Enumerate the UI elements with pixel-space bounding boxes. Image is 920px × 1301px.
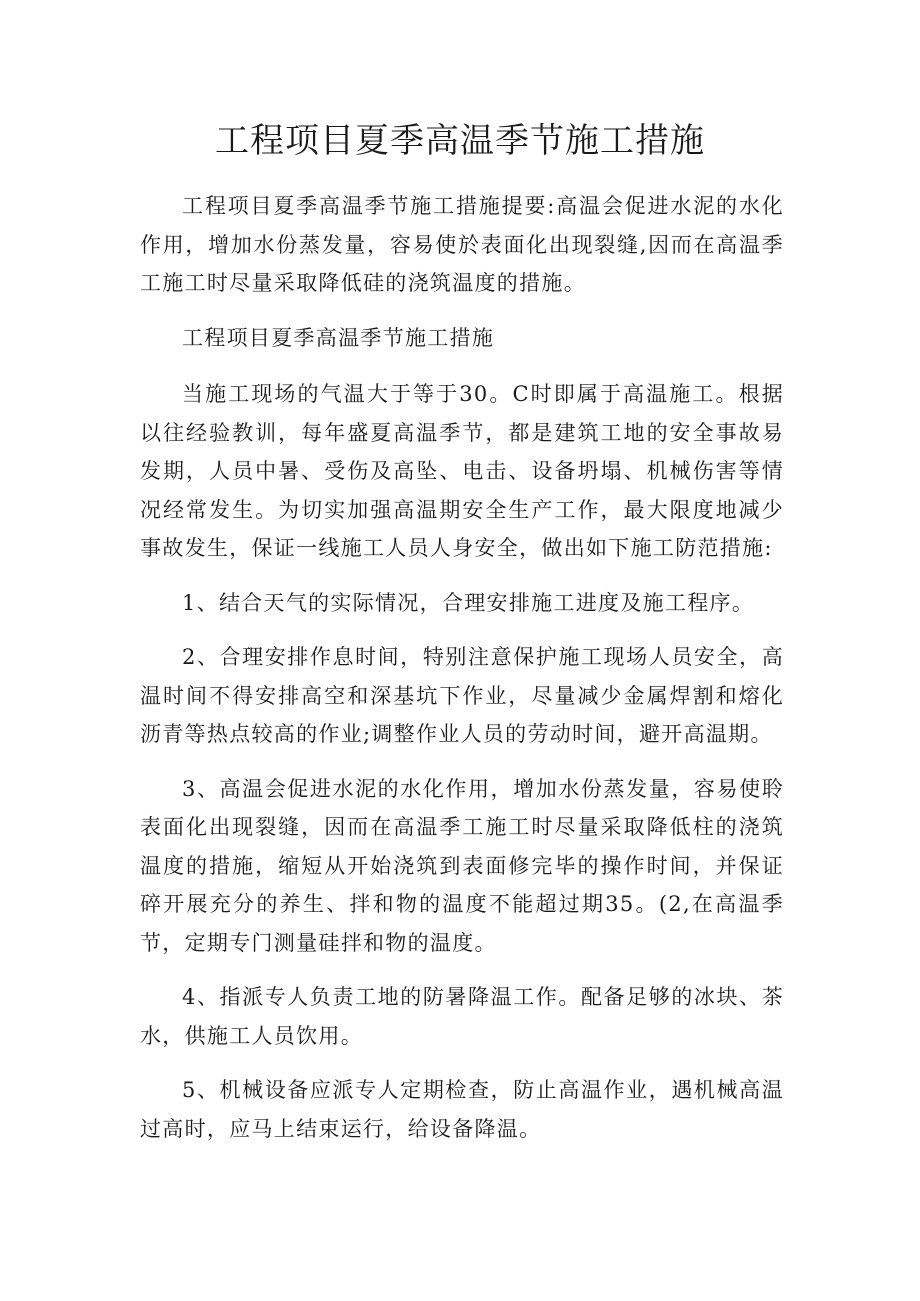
measure-item-1: 1、结合天气的实际情况，合理安排施工进度及施工程序。 bbox=[182, 590, 755, 615]
document-body bbox=[140, 187, 784, 1164]
measure-item-5: 5、机械设备应派专人定期检查，防止高温作业，遇机械高温过高时，应马上结束运行，给设备降温。 bbox=[140, 1078, 784, 1141]
document-title: 工程项目夏季高温季节施工措施 bbox=[215, 121, 705, 161]
measure-item-3: 3、高温会促进水泥的水化作用，增加水份蒸发量，容易使聆表面化出现裂缝，因而在高温季工施工时尽量采取降低柱的浇筑温度的措施，缩短从开始浇筑到表面修完毕的操作时间，并保证碎开展充分的养生、拌和物的温度不能超过期35。(2,在高温季节，定期专门测量硅拌和物的温度。 bbox=[140, 776, 784, 955]
intro-paragraph: 当施工现场的气温大于等于30。C时即属于高温施工。根据以往经验教训，每年盛夏高温季节，都是建筑工地的安全事故易发期，人员中暑、受伤及高坠、电击、设备坍塌、机械伤害等情况经常发生。为切实加强高温期安全生产工作，最大限度地减少事故发生，保证一线施工人员人身安全，做出如下施工防范措施: bbox=[140, 382, 784, 560]
section-heading: 工程项目夏季高温季节施工措施 bbox=[182, 325, 495, 350]
summary-paragraph: 工程项目夏季高温季节施工措施提要:高温会促进水泥的水化作用，增加水份蒸发量，容易使於表面化出现裂缝,因而在高温季工施工时尽量采取降低硅的浇筑温度的措施。 bbox=[140, 194, 784, 295]
measure-item-4: 4、指派专人负责工地的防暑降温工作。配备足够的冰块、茶水，供施工人员饮用。 bbox=[140, 985, 784, 1048]
measure-item-2: 2、合理安排作息时间，特别注意保护施工现场人员安全，高温时间不得安排高空和深基坑下作业，尽量减少金属焊割和熔化沥青等热点较高的作业;调整作业人员的劳动时间，避开高温期。 bbox=[140, 645, 784, 746]
